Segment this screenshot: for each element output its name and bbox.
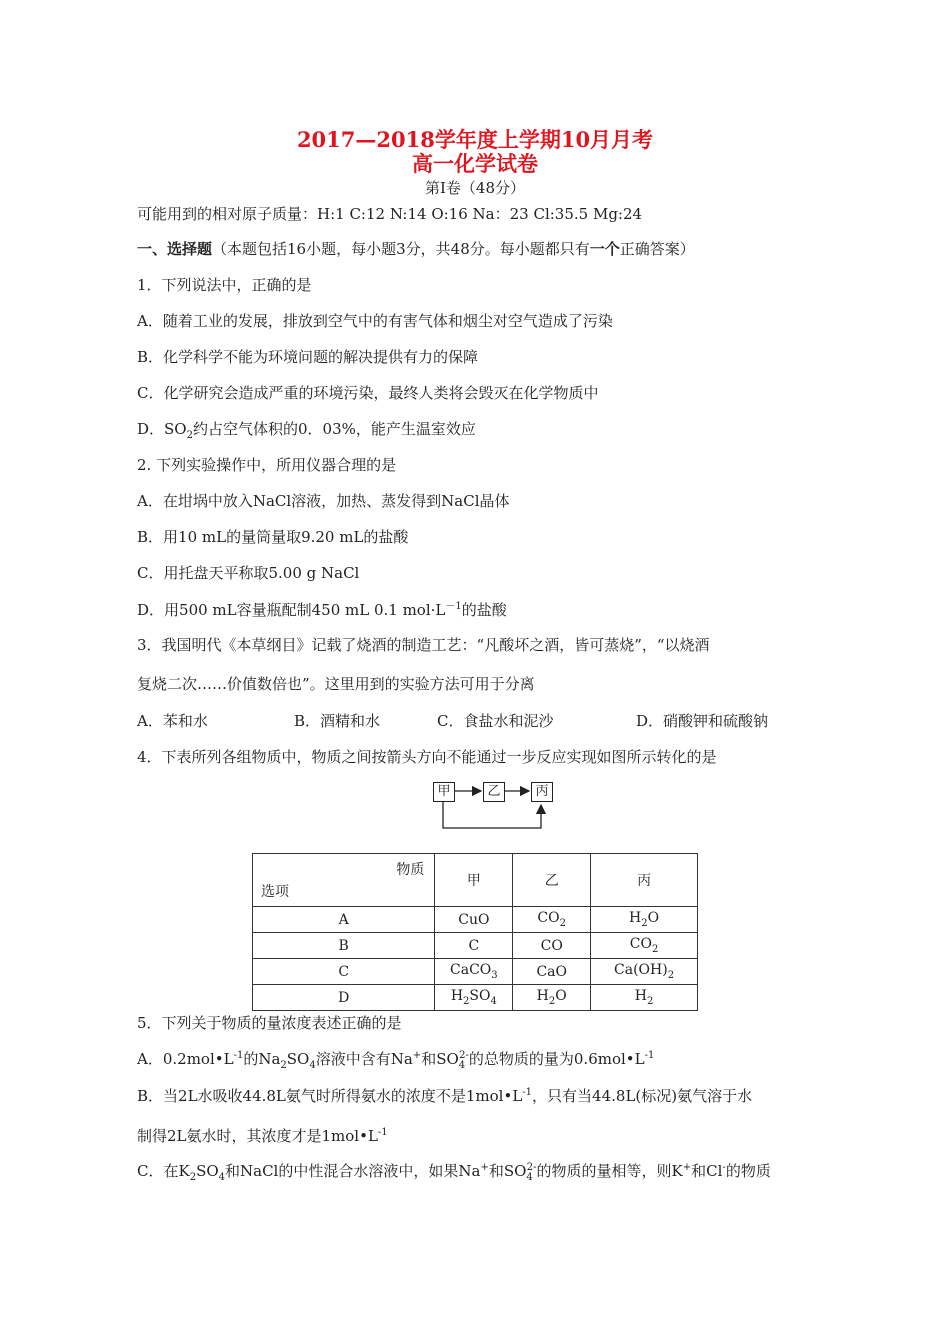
q5-option-c: C．在$K_2SO_4$和NaCl的中性混合水溶液中，如果Na+和$SO_4^{2-}$的物质的量相等，则K+和Cl-的物质 [137,1162,771,1183]
part-label: 一、选择题 [137,240,213,258]
part-emph: 一个 [589,240,620,258]
q1-stem: 1．下列说法中，正确的是 [137,276,312,294]
table-header-jia: 甲 [435,854,513,907]
part-desc-end: 正确答案） [619,240,695,258]
q5-option-b-line2: 制得2L氨水时，其浓度才是$1mol•L^{-1}$ [137,1127,388,1145]
q3-option-c: C．食盐水和泥沙 [437,712,554,730]
q5-stem: 5．下列关于物质的量浓度表述正确的是 [137,1014,402,1032]
diagram-box-bing: 丙 [531,782,553,802]
q1-option-b: B．化学科学不能为环境问题的解决提供有力的保障 [137,348,479,366]
substance-table [252,853,698,1011]
exam-subtitle: 高一化学试卷 [412,151,538,176]
table-row: B C CO $CO_2$ [253,933,698,959]
table-row: D $H_2SO_4$ $H_2O$ $H_2$ [253,985,698,1011]
table-row: C CaCO$_3$ CaO $Ca(OH)_2$ [253,959,698,985]
atomic-mass-line: 可能用到的相对原子质量：H:1 C:12 N:14 O:16 Na：23 Cl:35.5 Mg:24 [137,205,643,223]
q3-stem-line1: 3．我国明代《本草纲目》记载了烧酒的制造工艺：“凡酸坏之酒，皆可蒸烧”，“以烧酒 [137,636,710,654]
diagram-arrows [0,778,950,838]
table-header-yi: 乙 [513,854,591,907]
q2-option-d: D．用500 mL容量瓶配制450 mL 0.1 $mol\cdot L^{-1}$的盐酸 [137,601,507,619]
diagram-box-jia: 甲 [433,782,455,802]
q2-stem: 2. 下列实验操作中，所用仪器合理的是 [137,456,397,474]
exam-title: 2017—2018学年度上学期10月月考 [296,127,654,152]
q5-option-a: A．$0.2mol•L^{-1}$的$Na_2SO_4$溶液中含有Na+和$SO_4^{2-}$的总物质的量为$0.6mol•L^{-1}$ [137,1050,655,1071]
q1-option-c: C．化学研究会造成严重的环境污染，最终人类将会毁灭在化学物质中 [137,384,599,402]
q2-option-a: A．在坩埚中放入NaCl溶液，加热、蒸发得到NaCl晶体 [137,492,510,510]
q2-option-b: B．用10 mL的量筒量取9.20 mL的盐酸 [137,528,409,546]
section-heading: 第Ⅰ卷（48分） [424,179,525,197]
table-header-bing: 丙 [591,854,698,907]
part-heading [137,238,695,259]
q3-option-a: A．苯和水 [137,712,208,730]
table-corner: 物质 选项 [253,854,435,907]
table-row: A CuO $CO_2$ $H_2O$ [253,907,698,933]
q3-option-b: B．酒精和水 [294,712,381,730]
q3-stem-line2: 复烧二次……价值数倍也”。这里用到的实验方法可用于分离 [137,675,535,693]
part-desc: （本题包括16小题，每小题3分，共48分。每小题都只有 [212,240,590,258]
q2-option-c: C．用托盘天平称取5.00 g NaCl [137,564,360,582]
q1-option-a: A．随着工业的发展，排放到空气中的有害气体和烟尘对空气造成了污染 [137,312,613,330]
q3-option-d: D．硝酸钾和硫酸钠 [636,712,769,730]
q1-option-d: D．$SO_2$约占空气体积的0．03%，能产生温室效应 [137,420,476,441]
diagram-box-yi: 乙 [483,782,505,802]
q5-option-b-line1: B．当2L水吸收44.8L氨气时所得氨水的浓度不是$1mol•L^{-1}$，只有当44.8L(标况)氨气溶于水 [137,1087,753,1105]
q4-stem: 4．下表所列各组物质中，物质之间按箭头方向不能通过一步反应实现如图所示转化的是 [137,748,717,766]
